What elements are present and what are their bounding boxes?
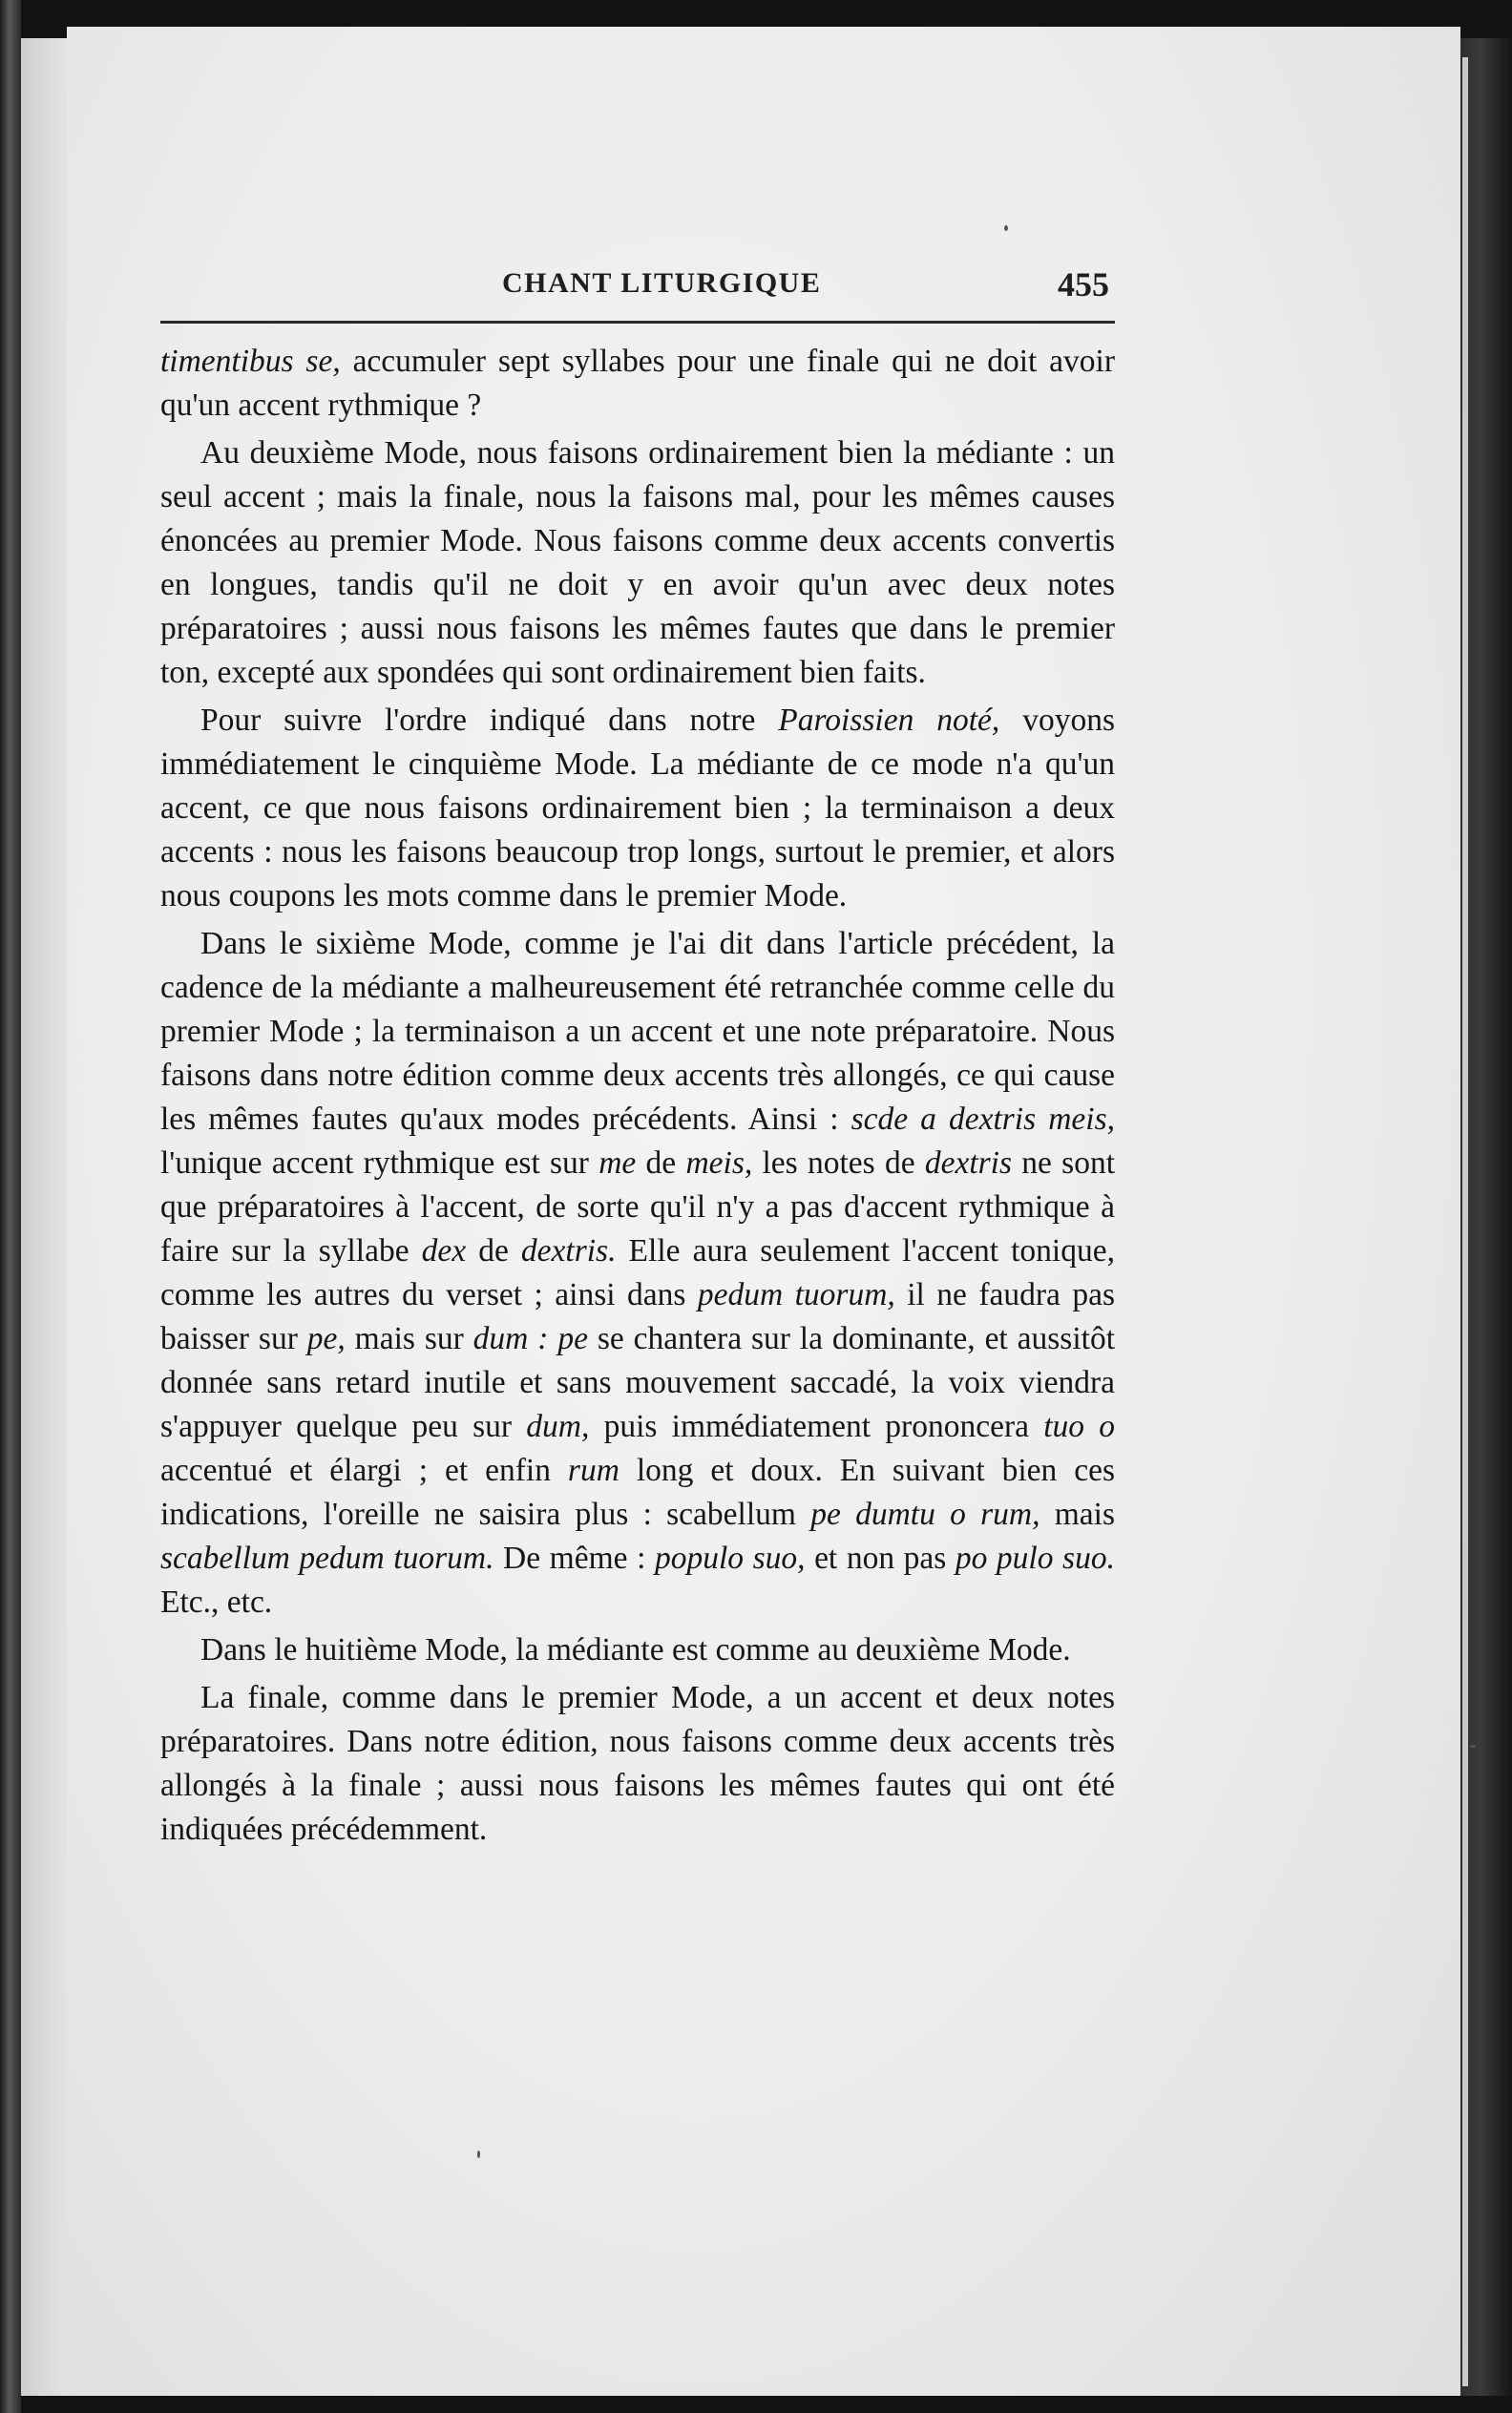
text-run: accumuler sept syllabes pour une finale qui ne doit avoir qu'un accent rythmique ? xyxy=(160,344,1116,423)
paragraph xyxy=(160,431,1115,695)
text-run: Dans le huitième Mode, la médiante est comme au deuxième Mode. xyxy=(200,1632,1071,1668)
text-run: Pour suivre l'ordre indiqué dans notre xyxy=(200,703,779,738)
text-run: accentué et élargi ; et enfin xyxy=(160,1453,568,1488)
text-run: ne sont que préparatoires à l'accent, de sorte qu'il n'y a pas d'accent rythmique à faire sur la syllabe xyxy=(160,1145,1116,1269)
italic-text: dum, xyxy=(526,1409,590,1444)
text-run: de xyxy=(466,1233,521,1269)
italic-text: meis, xyxy=(685,1145,753,1181)
scan-speck xyxy=(477,2151,480,2158)
italic-text: populo suo, xyxy=(654,1541,806,1576)
text-run: long et doux. En suivant bien ces indications, l'oreille ne saisira plus : scabellum xyxy=(160,1453,1116,1532)
header-rule xyxy=(160,321,1115,324)
italic-text: pe, xyxy=(306,1321,346,1356)
italic-text: scde a dextris meis, xyxy=(850,1102,1115,1137)
italic-text: tuo o xyxy=(1043,1409,1115,1444)
text-run: de xyxy=(636,1145,686,1181)
italic-text: dextris. xyxy=(520,1233,617,1269)
italic-text: po pulo suo. xyxy=(955,1541,1115,1576)
text-run: il ne faudra pas baisser sur xyxy=(160,1277,1115,1356)
running-title: CHANT LITURGIQUE xyxy=(502,267,822,299)
text-run: les notes de xyxy=(752,1145,925,1181)
body-text xyxy=(160,340,1115,1852)
paragraph xyxy=(160,922,1115,1625)
italic-text: dextris xyxy=(924,1145,1013,1181)
text-run: voyons immédiatement le cinquième Mode. La médiante de ce mode n'a qu'un accent, ce que nous faisons ordinairement bien ; la terminaison a deux accents : nous les faisons beaucoup trop longs, surtout le premier, et alors nous coupons les mots comme dans le premier Mode. xyxy=(160,703,1115,913)
italic-text: scabellum pedum tuorum. xyxy=(160,1541,494,1576)
italic-text: dum : pe xyxy=(472,1321,588,1356)
scan-speck xyxy=(1470,1745,1476,1748)
text-run: Dans le sixième Mode, comme je l'ai dit dans l'article précédent, la cadence de la médiante a malheureusement été retranchée comme celle du premier Mode ; la terminaison a un accent et une note préparatoire. Nous faisons dans notre édition comme deux accents très allongés, ce qui cause les mêmes fautes qu'aux modes précédents. Ainsi : xyxy=(160,926,1115,1137)
text-run: Etc., etc. xyxy=(160,1584,273,1620)
paragraph xyxy=(160,1676,1115,1852)
paragraph xyxy=(160,1628,1115,1672)
text-run: et non pas xyxy=(805,1541,956,1576)
text-run: mais xyxy=(1040,1497,1115,1532)
paragraph xyxy=(160,699,1115,918)
text-run: l'unique accent rythmique est sur xyxy=(160,1145,599,1181)
paragraph xyxy=(160,340,1115,428)
page-edge-line xyxy=(1462,57,1468,2386)
text-run: mais sur xyxy=(345,1321,473,1356)
italic-text: me xyxy=(598,1145,637,1181)
text-run: se chantera sur la dominante, et aussitôt donnée sans retard inutile et sans mouvement saccadé, la voix viendra s'appuyer quelque peu sur xyxy=(160,1321,1116,1444)
italic-text: Paroissien noté, xyxy=(778,703,1000,738)
italic-text: pe dumtu o rum, xyxy=(810,1497,1040,1532)
italic-text: rum xyxy=(567,1453,620,1488)
italic-text: timentibus se, xyxy=(160,344,341,379)
text-run: Au deuxième Mode, nous faisons ordinairement bien la médiante : un seul accent ; mais la finale, nous la faisons mal, pour les mêmes causes énoncées au premier Mode. Nous faisons comme deux accents convertis en longues, tandis qu'il ne doit y en avoir qu'un avec deux notes préparatoires ; aussi nous faisons les mêmes fautes que dans le premier ton, excepté aux spondées qui sont ordinairement bien faits. xyxy=(160,435,1115,690)
scan-speck xyxy=(1004,225,1008,231)
text-run: De même : xyxy=(494,1541,655,1576)
page-number: 455 xyxy=(1058,265,1109,304)
text-run: La finale, comme dans le premier Mode, a un accent et deux notes préparatoires. Dans notre édition, nous faisons comme deux accents très allongés à la finale ; aussi nous faisons les mêmes fautes qui ont été indiquées précédemment. xyxy=(160,1680,1115,1847)
text-run: Elle aura seulement l'accent tonique, comme les autres du verset ; ainsi dans xyxy=(160,1233,1115,1312)
text-run: puis immédiatement prononcera xyxy=(589,1409,1044,1444)
italic-text: dex xyxy=(421,1233,467,1269)
italic-text: pedum tuorum, xyxy=(697,1277,895,1312)
scan-left-border xyxy=(0,0,21,2413)
running-header xyxy=(160,267,1115,305)
